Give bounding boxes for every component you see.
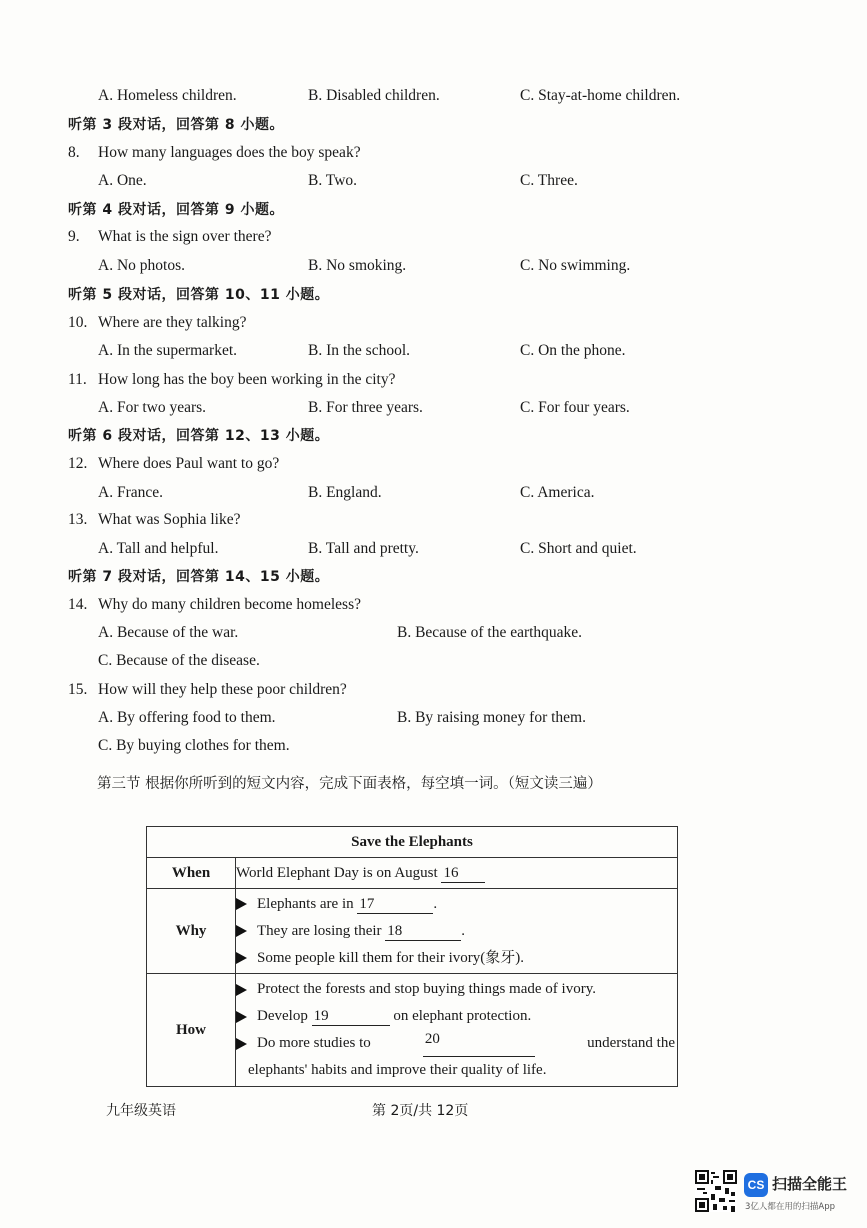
q12-option-c: C. America. xyxy=(520,484,595,501)
q7-option-c: C. Stay-at-home children. xyxy=(520,87,681,104)
q8 xyxy=(0,141,867,165)
how-item xyxy=(236,1030,677,1057)
how-item xyxy=(236,1003,677,1030)
why-label: Why xyxy=(147,889,236,974)
q12-number: 12. xyxy=(68,455,88,472)
q10 xyxy=(0,311,867,335)
dialogue5-header: 听第 5 段对话，回答第 10、11 小题。 xyxy=(68,287,330,303)
why-text-2: They are losing their xyxy=(257,922,382,939)
q15-options-row1 xyxy=(0,706,867,730)
dialogue6-header: 听第 6 段对话，回答第 12、13 小题。 xyxy=(68,428,330,444)
answer-blank-17[interactable]: 17 xyxy=(357,895,433,914)
how-text-3b: understand the xyxy=(587,1035,675,1051)
bullet-triangle-icon xyxy=(236,1038,247,1050)
q13-options xyxy=(0,537,867,561)
how-label: How xyxy=(147,974,236,1087)
footer-subject: 九年级英语 xyxy=(106,1103,176,1119)
q11-option-c: C. For four years. xyxy=(520,399,630,416)
q8-option-a: A. One. xyxy=(98,172,147,189)
why-text-3: Some people kill them for their ivory(象牙). xyxy=(257,949,525,966)
answer-blank-19[interactable]: 19 xyxy=(312,1007,390,1026)
section3-instruction: 第三节 根据你所听到的短文内容，完成下面表格，每空填一词。（短文读三遍） xyxy=(97,776,602,792)
bullet-triangle-icon xyxy=(236,1011,247,1023)
q13 xyxy=(0,508,867,532)
bullet-triangle-icon xyxy=(236,898,247,910)
q12 xyxy=(0,452,867,476)
q15 xyxy=(0,678,867,702)
q14-option-c: C. Because of the disease. xyxy=(98,652,260,669)
q11-number: 11. xyxy=(68,371,87,388)
q9-option-a: A. No photos. xyxy=(98,257,185,274)
answer-blank-18[interactable]: 18 xyxy=(385,922,461,941)
how-item xyxy=(236,1057,677,1084)
why-item xyxy=(236,945,677,972)
how-text-2a: Develop xyxy=(257,1008,308,1024)
q10-options xyxy=(0,339,867,363)
bullet-triangle-icon xyxy=(236,984,247,996)
q7-option-a: A. Homeless children. xyxy=(98,87,237,104)
q12-option-a: A. France. xyxy=(98,484,163,501)
q11-option-a: A. For two years. xyxy=(98,399,207,416)
q12-option-b: B. England. xyxy=(308,484,382,501)
q13-number: 13. xyxy=(68,511,88,528)
q8-number: 8. xyxy=(68,144,80,161)
when-label: When xyxy=(147,858,236,889)
dialogue4-header: 听第 4 段对话，回答第 9 小题。 xyxy=(68,202,284,218)
q7-option-b: B. Disabled children. xyxy=(308,87,440,104)
dialogue3-header: 听第 3 段对话，回答第 8 小题。 xyxy=(68,117,284,133)
q10-option-c: C. On the phone. xyxy=(520,342,626,359)
footer-page-number: 第 2页/共 12页 xyxy=(372,1103,469,1119)
why-cell xyxy=(236,889,678,974)
answer-blank-20[interactable]: 20 xyxy=(423,1030,535,1057)
q12-options xyxy=(0,481,867,505)
q9 xyxy=(0,225,867,249)
q15-option-a: A. By offering food to them. xyxy=(98,709,276,726)
q11-options xyxy=(0,396,867,420)
q14-option-a: A. Because of the war. xyxy=(98,624,239,641)
q14-option-b: B. Because of the earthquake. xyxy=(397,624,583,641)
why-item: They are losing their 18 . xyxy=(236,918,677,945)
q13-option-a: A. Tall and helpful. xyxy=(98,540,219,557)
how-cell xyxy=(236,974,678,1087)
q14-options-row2 xyxy=(0,649,867,673)
camscanner-logo-icon: CS xyxy=(744,1173,768,1197)
when-text: World Elephant Day is on August xyxy=(236,864,438,881)
q10-number: 10. xyxy=(68,314,88,331)
q10-text: Where are they talking? xyxy=(98,314,247,331)
watermark-app-name: 扫描全能王 xyxy=(772,1175,848,1193)
q13-text: What was Sophia like? xyxy=(98,511,241,528)
q12-text: Where does Paul want to go? xyxy=(98,455,280,472)
qr-code-icon xyxy=(695,1170,737,1212)
q9-option-c: C. No swimming. xyxy=(520,257,631,274)
q13-option-c: C. Short and quiet. xyxy=(520,540,637,557)
q9-option-b: B. No smoking. xyxy=(308,257,407,274)
q15-text: How will they help these poor children? xyxy=(98,681,347,698)
notes-table xyxy=(146,826,678,1087)
how-text-2b: on elephant protection. xyxy=(393,1008,532,1024)
q8-option-c: C. Three. xyxy=(520,172,578,189)
q11-option-b: B. For three years. xyxy=(308,399,423,416)
q14 xyxy=(0,593,867,617)
q15-number: 15. xyxy=(68,681,88,698)
q10-option-a: A. In the supermarket. xyxy=(98,342,238,359)
q11-text: How long has the boy been working in the city? xyxy=(98,371,396,388)
how-text-3c: elephants' habits and improve their quality of life. xyxy=(248,1062,547,1078)
q13-option-b: B. Tall and pretty. xyxy=(308,540,419,557)
why-item: Elephants are in 17 . xyxy=(236,891,677,918)
q7-options xyxy=(0,84,867,108)
dialogue7-header: 听第 7 段对话，回答第 14、15 小题。 xyxy=(68,569,330,585)
q11 xyxy=(0,368,867,392)
table-title: Save the Elephants xyxy=(147,827,678,858)
when-cell xyxy=(236,858,678,889)
q15-option-b: B. By raising money for them. xyxy=(397,709,586,726)
q10-option-b: B. In the school. xyxy=(308,342,411,359)
q15-option-c: C. By buying clothes for them. xyxy=(98,737,290,754)
bullet-triangle-icon xyxy=(236,952,247,964)
q14-text: Why do many children become homeless? xyxy=(98,596,361,613)
watermark-tagline: 3亿人都在用的扫描App xyxy=(745,1202,836,1212)
q8-option-b: B. Two. xyxy=(308,172,358,189)
why-text-1: Elephants are in xyxy=(257,895,354,912)
answer-blank-16[interactable]: 16 xyxy=(441,864,485,883)
q15-options-row2 xyxy=(0,734,867,758)
q8-options xyxy=(0,169,867,193)
q9-number: 9. xyxy=(68,228,80,245)
q9-text: What is the sign over there? xyxy=(98,228,272,245)
bullet-triangle-icon xyxy=(236,925,247,937)
q14-number: 14. xyxy=(68,596,88,613)
q9-options xyxy=(0,254,867,278)
how-text-1: Protect the forests and stop buying things made of ivory. xyxy=(257,981,596,997)
how-item xyxy=(236,976,677,1003)
how-text-3a: Do more studies to xyxy=(257,1035,371,1051)
q8-text: How many languages does the boy speak? xyxy=(98,144,361,161)
q14-options-row1 xyxy=(0,621,867,645)
